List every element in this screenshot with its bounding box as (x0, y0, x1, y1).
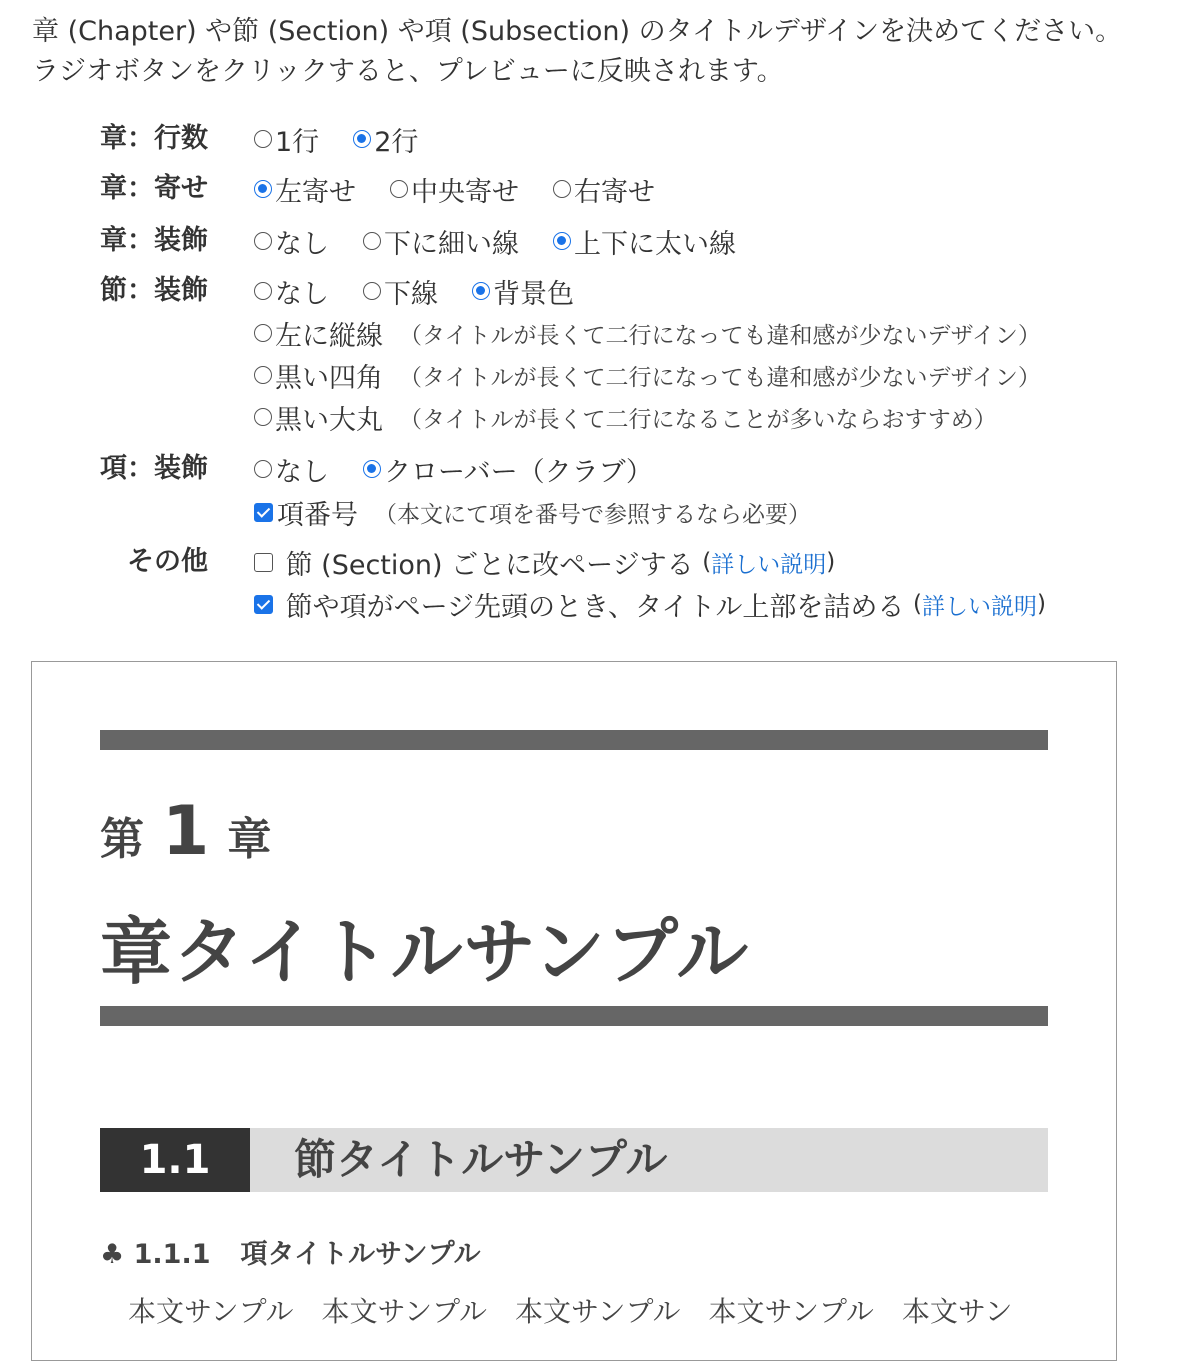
radio-label: 上下に太い線 (574, 228, 736, 260)
radio-label: なし (275, 456, 329, 488)
radio-label: 下線 (384, 278, 438, 310)
option-row-other-compact (0, 582, 1180, 626)
checkbox-label: 節 (Section) ごとに改ページする (285, 549, 694, 581)
radio-label: 2行 (374, 126, 419, 158)
option-label: 項：装飾 (100, 453, 208, 484)
radio-chapter-deco-thin[interactable] (363, 222, 519, 261)
radio-icon[interactable] (254, 282, 272, 300)
option-label: 節：装飾 (100, 275, 208, 306)
section-title: 節タイトルサンプル (294, 1135, 668, 1184)
option-row-section-deco-square (0, 353, 1180, 397)
paren-open: ( (913, 591, 923, 617)
radio-selected-icon[interactable] (553, 232, 571, 250)
option-row-section-deco-vline (0, 311, 1180, 355)
chapter-number: 1 (162, 792, 210, 871)
radio-label: 黒い大丸 (275, 404, 383, 436)
checkbox-label: 項番号 (277, 499, 358, 531)
radio-icon[interactable] (390, 180, 408, 198)
radio-icon[interactable] (254, 324, 272, 342)
chapter-prefix: 第 (100, 814, 144, 865)
radio-label: 下に細い線 (384, 228, 519, 260)
radio-section-deco-none[interactable] (254, 272, 329, 311)
chapter-bottom-bar (100, 1006, 1048, 1026)
radio-chapter-deco-thick[interactable] (553, 222, 736, 261)
subsection-heading (100, 1232, 481, 1271)
section-heading (100, 1128, 1048, 1192)
option-row-chapter-lines (0, 117, 1180, 161)
body-text: 本文サンプル 本文サンプル 本文サンプル 本文サンプル 本文サン (128, 1295, 1013, 1328)
radio-icon[interactable] (254, 232, 272, 250)
option-row-section-deco-circle (0, 395, 1180, 439)
radio-selected-icon[interactable] (472, 282, 490, 300)
radio-align-right[interactable] (553, 170, 655, 209)
subsection-number: 1.1.1 (133, 1239, 211, 1270)
radio-chapter-lines-1[interactable] (254, 120, 319, 159)
instructions (32, 12, 1172, 92)
checkbox-icon[interactable] (254, 553, 273, 572)
radio-section-deco-bg[interactable] (472, 272, 574, 311)
checkbox-label: 節や項がページ先頭のとき、タイトル上部を詰める (285, 591, 905, 623)
radio-selected-icon[interactable] (353, 130, 371, 148)
radio-chapter-deco-none[interactable] (254, 222, 329, 261)
option-row-chapter-align (0, 167, 1180, 211)
option-label: 章：装飾 (100, 225, 208, 256)
radio-section-deco-left-line[interactable] (254, 314, 1041, 353)
club-icon: ♣ (100, 1239, 125, 1270)
radio-section-deco-black-square[interactable] (254, 356, 1041, 395)
radio-icon[interactable] (254, 460, 272, 478)
option-row-subsection-number (0, 490, 1180, 534)
radio-label: 右寄せ (574, 176, 655, 208)
paren-close: ) (1037, 591, 1046, 617)
preview-panel (31, 661, 1117, 1361)
paren-open: ( (702, 549, 712, 575)
radio-section-deco-underline[interactable] (363, 272, 438, 311)
radio-label: クローバー（クラブ） (384, 456, 653, 488)
option-note: （タイトルが長くて二行になることが多いならおすすめ） (399, 406, 997, 433)
radio-label: 中央寄せ (411, 176, 519, 208)
option-label: その他 (127, 546, 208, 577)
option-note: （タイトルが長くて二行になっても違和感が少ないデザイン） (399, 364, 1041, 391)
radio-label: 背景色 (493, 278, 574, 310)
paren-close: ) (826, 549, 836, 575)
option-label: 章：行数 (100, 123, 208, 154)
option-note: （本文にて項を番号で参照するなら必要） (374, 501, 811, 528)
radio-label: 左寄せ (275, 176, 356, 208)
option-row-subsection-deco (0, 447, 1180, 491)
radio-chapter-lines-2[interactable] (353, 120, 418, 159)
checkbox-checked-icon[interactable] (254, 503, 273, 522)
section-number: 1.1 (100, 1128, 250, 1192)
radio-icon[interactable] (553, 180, 571, 198)
option-row-chapter-deco (0, 219, 1180, 263)
radio-align-center[interactable] (390, 170, 519, 209)
chapter-number-line (100, 792, 271, 871)
chapter-top-bar (100, 730, 1048, 750)
option-row-other-pagebreak (0, 540, 1180, 584)
radio-label: なし (275, 278, 329, 310)
radio-icon[interactable] (254, 366, 272, 384)
radio-label: 左に縦線 (275, 320, 383, 352)
details-link-pagebreak[interactable]: 詳しい説明 (711, 551, 827, 578)
radio-label: なし (275, 228, 329, 260)
radio-icon[interactable] (254, 408, 272, 426)
radio-align-left[interactable] (254, 170, 356, 209)
checkbox-compact-top[interactable] (254, 585, 1046, 624)
details-link-compact[interactable]: 詳しい説明 (922, 593, 1038, 620)
instruction-line-2: ラジオボタンをクリックすると、プレビューに反映されます。 (32, 56, 784, 87)
option-label: 章：寄せ (100, 173, 208, 204)
option-note: （タイトルが長くて二行になっても違和感が少ないデザイン） (399, 322, 1041, 349)
instruction-line-1: 章 (Chapter) や節 (Section) や項 (Subsection) のタイトルデザインを決めてください。 (32, 16, 1123, 47)
radio-icon[interactable] (363, 282, 381, 300)
option-row-section-deco (0, 269, 1180, 313)
chapter-title: 章タイトルサンプル (100, 910, 750, 994)
radio-selected-icon[interactable] (254, 180, 272, 198)
radio-section-deco-black-circle[interactable] (254, 398, 997, 437)
checkbox-checked-icon[interactable] (254, 595, 273, 614)
radio-label: 黒い四角 (275, 362, 383, 394)
chapter-suffix: 章 (227, 814, 272, 865)
checkbox-section-pagebreak[interactable] (254, 543, 835, 582)
radio-icon[interactable] (254, 130, 272, 148)
checkbox-subsection-number[interactable] (254, 493, 811, 532)
subsection-title: 項タイトルサンプル (240, 1239, 481, 1270)
radio-subsection-deco-clover[interactable] (363, 450, 653, 489)
radio-subsection-deco-none[interactable] (254, 450, 329, 489)
radio-selected-icon[interactable] (363, 460, 381, 478)
radio-icon[interactable] (363, 232, 381, 250)
radio-label: 1行 (275, 126, 320, 158)
